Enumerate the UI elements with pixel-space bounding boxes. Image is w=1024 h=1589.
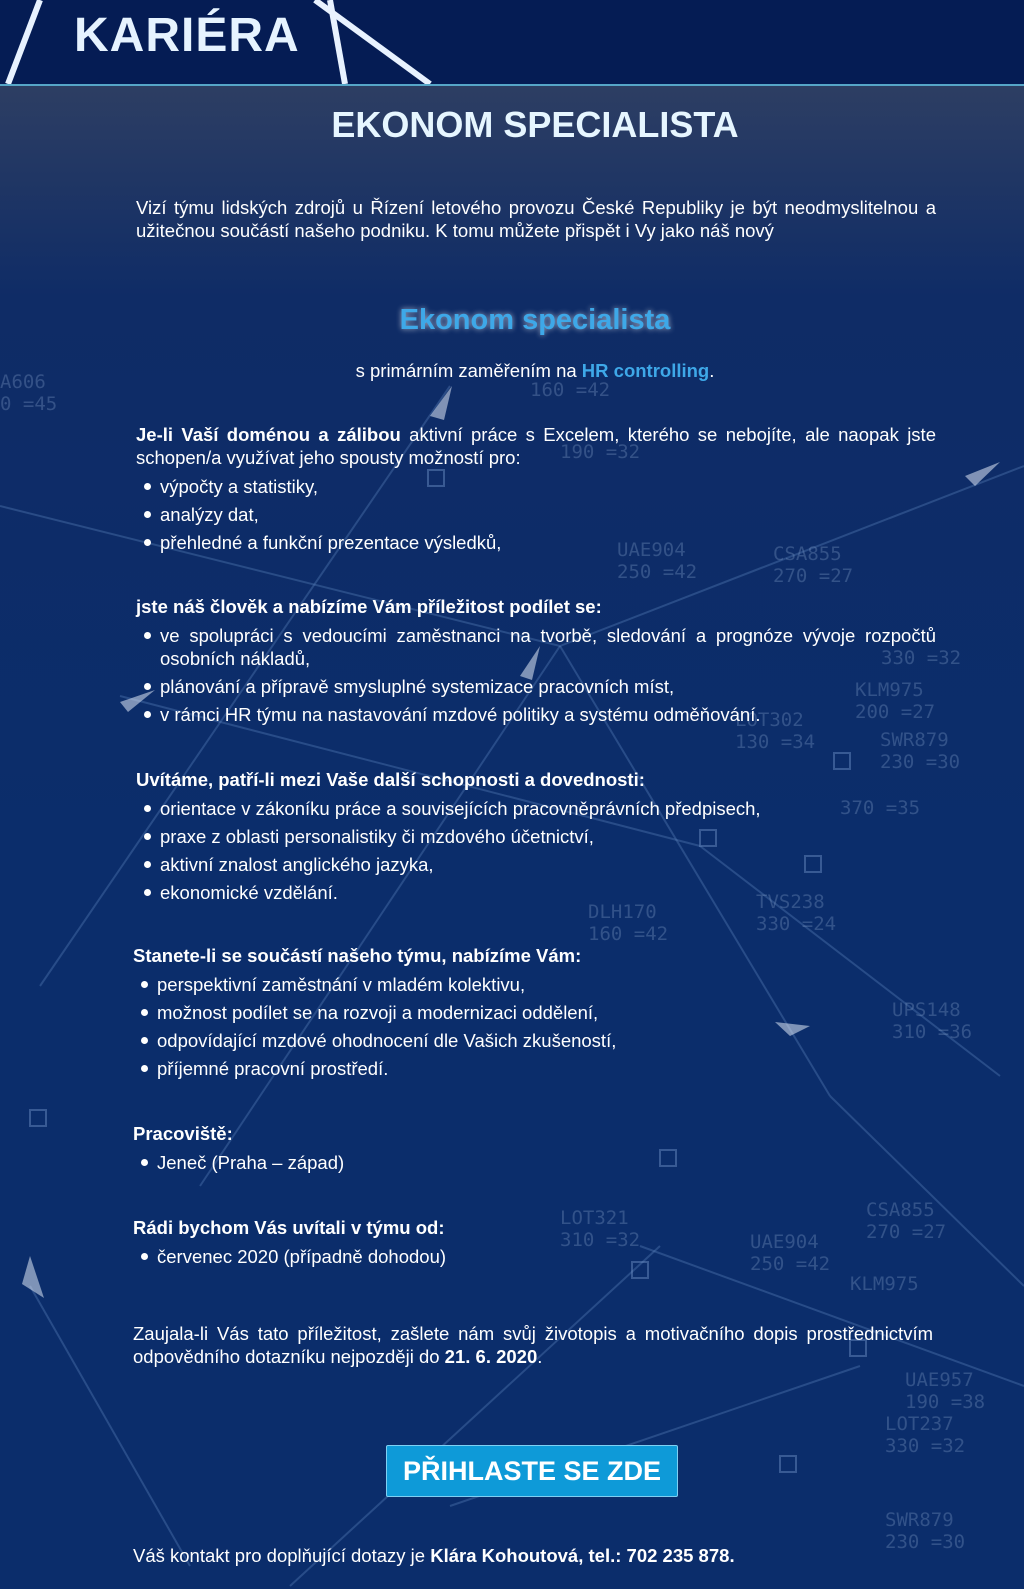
section-heading <box>136 423 936 469</box>
bullet-list <box>133 973 933 1080</box>
header-title: KARIÉRA <box>74 9 300 62</box>
svg-text:270 =27: 270 =27 <box>866 1221 947 1243</box>
header-divider <box>0 84 1024 86</box>
bullet-list <box>136 624 936 726</box>
svg-text:0 =45: 0 =45 <box>0 393 58 415</box>
contact-end: . <box>729 1545 735 1566</box>
section-heading <box>136 768 936 791</box>
svg-text:CSA855: CSA855 <box>773 543 842 565</box>
bullet-list <box>133 1151 933 1174</box>
section-heading-bold: Pracoviště: <box>133 1123 233 1144</box>
svg-text:LOT237: LOT237 <box>885 1413 954 1435</box>
bullet-list <box>136 475 936 554</box>
list-item: v rámci HR týmu na nastavování mzdové politiky a systému odměňování. <box>136 703 936 726</box>
svg-text:SWR879: SWR879 <box>880 729 949 751</box>
section-heading-bold: Stanete-li se součástí našeho týmu, nabízíme Vám: <box>133 945 582 966</box>
section-heading-bold: jste náš člověk a nabízíme Vám příležitost podílet se: <box>136 596 602 617</box>
contact-name: Klára Kohoutová <box>430 1545 579 1566</box>
svg-text:250 =42: 250 =42 <box>750 1253 831 1275</box>
section-skills <box>136 768 936 909</box>
section-start-date <box>133 1216 933 1273</box>
contact-phone: 702 235 878 <box>626 1545 730 1566</box>
svg-text:230 =30: 230 =30 <box>880 751 961 773</box>
svg-text:230 =30: 230 =30 <box>885 1531 966 1553</box>
closing-paragraph <box>133 1322 933 1368</box>
list-item: perspektivní zaměstnání v mladém kolektivu, <box>133 973 933 996</box>
apply-button[interactable]: PŘIHLASTE SE ZDE <box>386 1445 678 1497</box>
focus-suffix: . <box>709 360 715 381</box>
list-item: plánování a přípravě smysluplné systemizace pracovních míst, <box>136 675 936 698</box>
list-item: ekonomické vzdělání. <box>136 881 936 904</box>
section-workplace <box>133 1122 933 1179</box>
svg-text:160 =42: 160 =42 <box>588 923 669 945</box>
site-header <box>0 0 1024 84</box>
svg-text:DLH170: DLH170 <box>588 901 657 923</box>
svg-text:UAE904: UAE904 <box>617 539 686 561</box>
list-item: aktivní znalost anglického jazyka, <box>136 853 936 876</box>
list-item: analýzy dat, <box>136 503 936 526</box>
svg-text:160 =42: 160 =42 <box>530 379 611 401</box>
svg-text:330 =24: 330 =24 <box>756 913 837 935</box>
svg-text:310 =36: 310 =36 <box>892 1021 973 1043</box>
section-opportunity <box>136 595 936 731</box>
page-title: EKONOM SPECIALISTA <box>331 104 739 145</box>
list-item: možnost podílet se na rozvoji a modernizaci oddělení, <box>133 1001 933 1024</box>
svg-text:LOT321: LOT321 <box>560 1207 629 1229</box>
list-item: ve spolupráci s vedoucími zaměstnanci na tvorbě, sledování a prognóze vývoje rozpočtů osobních nákladů, <box>136 624 936 670</box>
svg-text:KLM975: KLM975 <box>850 1273 919 1295</box>
svg-text:CSA855: CSA855 <box>866 1199 935 1221</box>
contact-prefix: Váš kontakt pro doplňující dotazy je <box>133 1545 431 1566</box>
bullet-list <box>136 797 936 904</box>
svg-text:190 =38: 190 =38 <box>905 1391 986 1413</box>
section-heading-bold: Rádi bychom Vás uvítali v týmu od: <box>133 1217 445 1238</box>
section-excel <box>136 423 936 559</box>
list-item: Jeneč (Praha – západ) <box>133 1151 933 1174</box>
closing-text: Zaujala-li Vás tato příležitost, zašlete nám svůj životopis a motivačního dopis prostřednictvím odpovědního dotazníku nejpozději do <box>133 1323 933 1367</box>
focus-highlight: HR controlling <box>581 360 710 381</box>
deadline-date: 21. 6. 2020 <box>444 1346 538 1367</box>
intro-paragraph: Vizí týmu lidských zdrojů u Řízení letového provozu České Republiky je být neodmyslitelnou a užitečnou součástí našeho podniku. K tomu můžete přispět i Vy jako náš nový <box>136 197 936 241</box>
position-name: Ekonom specialista <box>399 304 671 336</box>
svg-text:130 =34: 130 =34 <box>735 731 816 753</box>
focus-prefix: s primárním zaměřením na <box>355 360 582 381</box>
svg-text:370 =35: 370 =35 <box>840 797 921 819</box>
svg-text:310 =32: 310 =32 <box>560 1229 641 1251</box>
svg-text:UAE957: UAE957 <box>905 1369 974 1391</box>
svg-text:190 =32: 190 =32 <box>560 441 641 463</box>
list-item: praxe z oblasti personalistiky či mzdového účetnictví, <box>136 825 936 848</box>
section-heading-bold: Uvítáme, patří-li mezi Vaše další schopnosti a dovednosti: <box>136 769 645 790</box>
closing-end: . <box>537 1346 543 1367</box>
section-heading <box>136 595 936 618</box>
section-heading-bold: Je-li Vaší doménou a zálibou <box>136 424 401 445</box>
contact-line <box>133 1545 933 1567</box>
svg-text:UPS148: UPS148 <box>892 999 961 1021</box>
section-heading-rest: aktivní práce s Excelem, kterého se nebojíte, ale naopak jste schopen/a využívat jeho spousty možností pro: <box>136 424 936 468</box>
list-item: odpovídající mzdové ohodnocení dle Vašich zkušeností, <box>133 1029 933 1052</box>
svg-text:330 =32: 330 =32 <box>885 1435 966 1457</box>
section-heading <box>133 1216 933 1239</box>
list-item: orientace v zákoníku práce a souvisejících pracovněprávních předpisech, <box>136 797 936 820</box>
list-item: přehledné a funkční prezentace výsledků, <box>136 531 936 554</box>
svg-text:270 =27: 270 =27 <box>773 565 854 587</box>
svg-text:200 =27: 200 =27 <box>855 701 936 723</box>
list-item: červenec 2020 (případně dohodou) <box>133 1245 933 1268</box>
svg-text:A606: A606 <box>0 371 46 393</box>
bullet-list <box>133 1245 933 1268</box>
focus-line <box>0 360 1024 382</box>
svg-text:TVS238: TVS238 <box>756 891 825 913</box>
section-heading <box>133 944 933 967</box>
section-heading <box>133 1122 933 1145</box>
svg-text:KLM975: KLM975 <box>855 679 924 701</box>
svg-text:330 =32: 330 =32 <box>881 647 962 669</box>
section-offer <box>133 944 933 1085</box>
list-item: příjemné pracovní prostředí. <box>133 1057 933 1080</box>
svg-text:LOT302: LOT302 <box>735 709 804 731</box>
contact-phone-label: , tel.: <box>578 1545 627 1566</box>
svg-text:UAE904: UAE904 <box>750 1231 819 1253</box>
svg-text:250 =42: 250 =42 <box>617 561 698 583</box>
list-item: výpočty a statistiky, <box>136 475 936 498</box>
svg-text:SWR879: SWR879 <box>885 1509 954 1531</box>
